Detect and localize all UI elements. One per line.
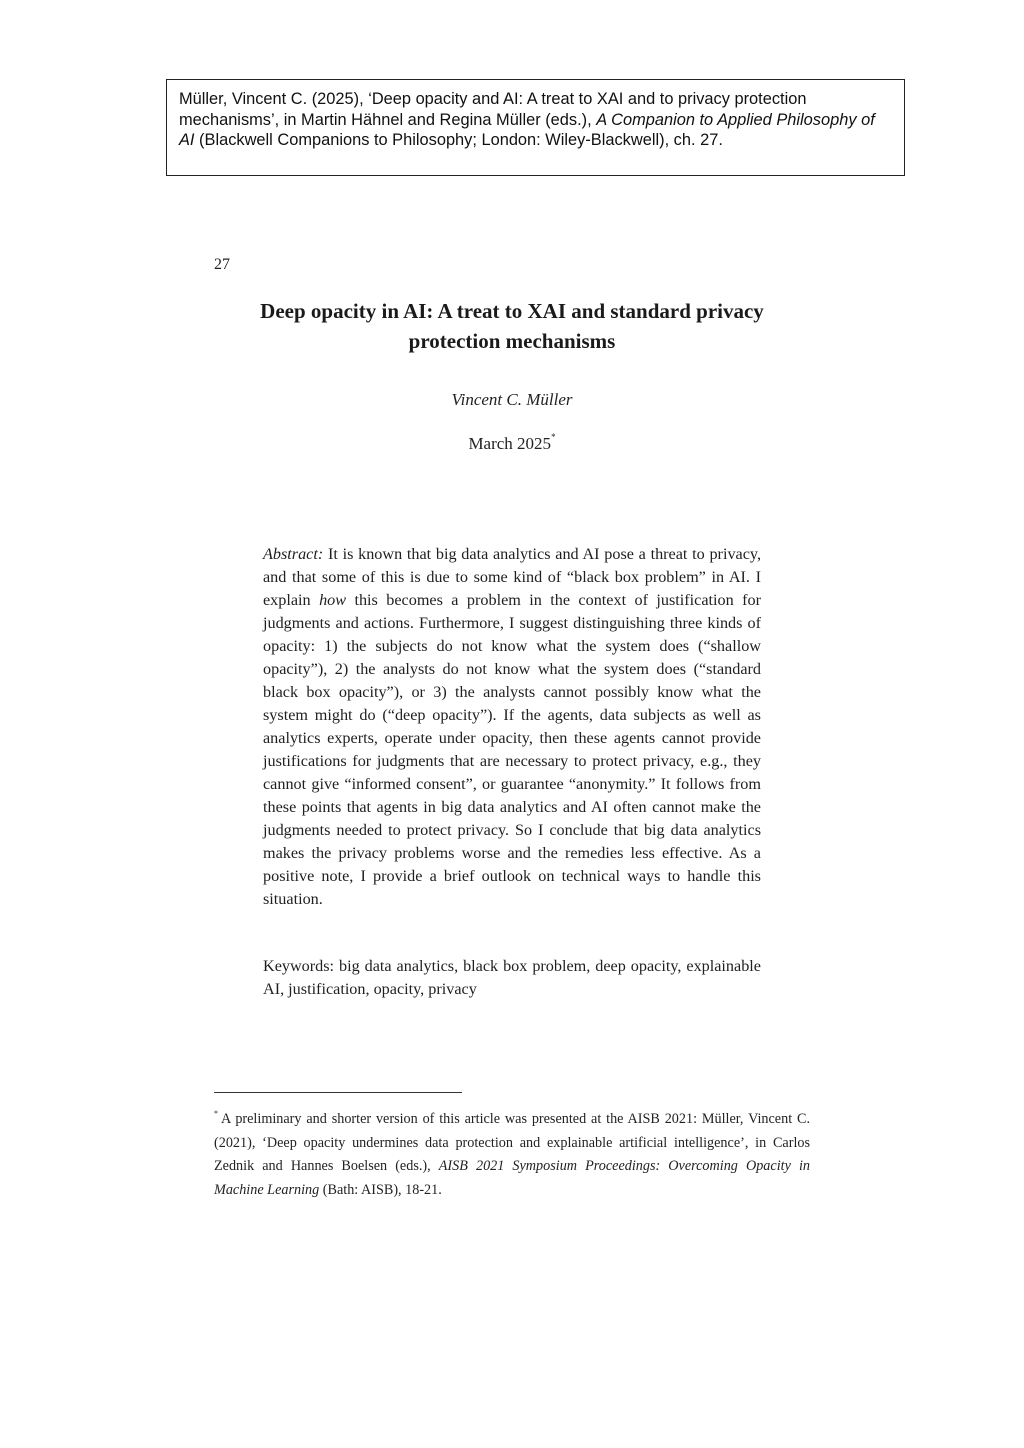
citation-box bbox=[166, 79, 905, 176]
footnote-proceedings-title: AISB 2021 Symposium Proceedings: Overcoming Opacity in Machine Learning bbox=[214, 1158, 810, 1198]
citation-text-end: (Blackwell Companions to Philosophy; London: Wiley-Blackwell), ch. 27. bbox=[194, 131, 723, 149]
paper-title: Deep opacity in AI: A treat to XAI and standard privacy protection mechanisms bbox=[260, 299, 764, 353]
keywords: Keywords: big data analytics, black box problem, deep opacity, explainable AI, justification, opacity, privacy bbox=[263, 957, 761, 998]
author-name: Vincent C. Müller bbox=[451, 390, 573, 409]
publication-date bbox=[214, 432, 810, 454]
citation-text: Müller, Vincent C. (2025), ‘Deep opacity and AI: A treat to XAI and to privacy protection mechanisms’, in Martin Hähnel and Regina Müller (eds.), bbox=[179, 90, 807, 129]
date-text: March 2025 bbox=[468, 434, 552, 453]
footnote-marker: * bbox=[214, 1109, 218, 1118]
abstract-text: It is known that big data analytics and AI pose a threat to privacy, and that some of this is due to some kind of “black box problem” in AI. I explain bbox=[263, 545, 761, 609]
abstract-text-cont: this becomes a problem in the context of justification for judgments and actions. Furthermore, I suggest distinguishing three kinds of opacity: 1) the subjects do not know what the system does (“shallow opacity”), 2) the analysts do not know what the system does (“standard black box opacity”), or 3) the analysts cannot possibly know what the system might do (“deep opacity”). If the agents, data subjects as well as analytics experts, operate under opacity, then these agents cannot provide justifications for judgments that are necessary to protect privacy, e.g., they cannot give “informed consent”, or guarantee “anonymity.” It follows from these points that agents in big data analytics and AI often cannot make the judgments needed to protect privacy. So I conclude that big data analytics makes the privacy problems worse and the remedies less effective. As a positive note, I provide a brief outlook on technical ways to handle this situation. bbox=[263, 591, 761, 908]
footnote-text: A preliminary and shorter version of this article was presented at the AISB 2021: Müller, Vincent C. (2021), ‘Deep opacity undermines data protection and explainable artificial intelligence’, in Carlos Zednik and Hannes Boelsen (eds.), bbox=[214, 1111, 810, 1174]
citation-book-title: A Companion to Applied Philosophy of AI bbox=[179, 110, 875, 149]
footnote-text-end: (Bath: AISB), 18-21. bbox=[319, 1181, 442, 1198]
date-footnote-marker[interactable]: * bbox=[551, 432, 556, 442]
abstract-emphasis: how bbox=[319, 591, 347, 609]
abstract bbox=[263, 543, 761, 911]
abstract-label: Abstract: bbox=[263, 545, 324, 563]
footnote bbox=[214, 1102, 810, 1202]
footnote-divider bbox=[214, 1092, 462, 1093]
chapter-number: 27 bbox=[214, 256, 230, 273]
